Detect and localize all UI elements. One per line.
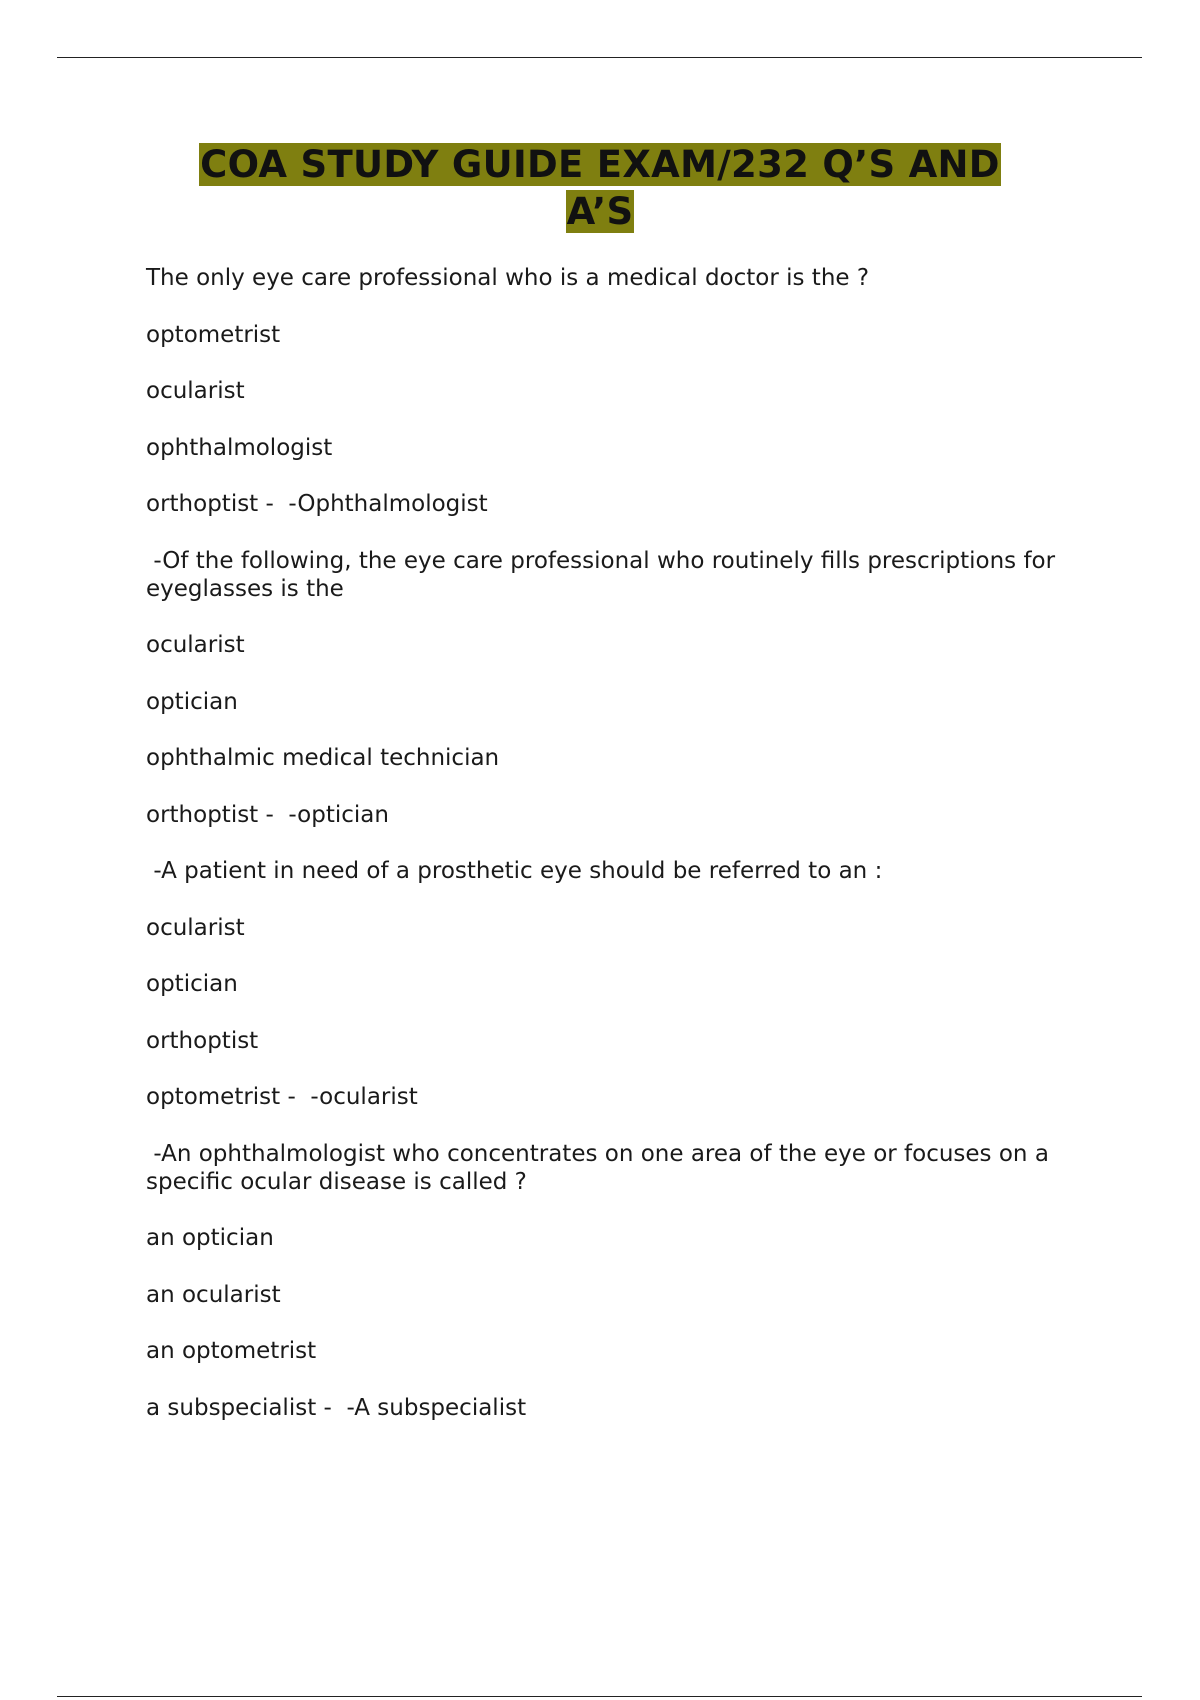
title-highlight: COA STUDY GUIDE EXAM/232 Q’S AND A’S — [200, 143, 1000, 233]
document-body — [146, 264, 1086, 1450]
option-2d-answer: orthoptist - -optician — [146, 801, 389, 828]
question-2: -Of the following, the eye care professional who routinely fills prescriptions for eyeglasses is the — [146, 547, 1063, 602]
option-4d-answer: a subspecialist - -A subspecialist — [146, 1394, 527, 1421]
option-4b: an ocularist — [146, 1281, 281, 1308]
option-3a: ocularist — [146, 914, 245, 941]
question-4: -An ophthalmologist who concentrates on one area of the eye or focuses on a specific ocular disease is called ? — [146, 1140, 1057, 1195]
question-1: The only eye care professional who is a medical doctor is the ? — [146, 265, 870, 291]
title-block — [0, 141, 1200, 235]
option-1c: ophthalmologist — [146, 434, 333, 461]
document-title — [160, 141, 1040, 235]
option-1d-answer: orthoptist - -Ophthalmologist — [146, 491, 488, 517]
bottom-rule — [57, 1696, 1142, 1697]
option-2b: optician — [146, 688, 238, 715]
option-2c: ophthalmic medical technician — [146, 745, 500, 771]
question-3: -A patient in need of a prosthetic eye should be referred to an : — [146, 858, 883, 884]
option-1b: ocularist — [146, 378, 245, 404]
option-2a: ocularist — [146, 632, 245, 658]
top-rule — [57, 57, 1142, 58]
option-4c: an optometrist — [146, 1338, 317, 1364]
option-3b: optician — [146, 971, 238, 997]
option-1a: optometrist — [146, 321, 281, 348]
option-3c: orthoptist — [146, 1027, 259, 1054]
option-3d-answer: optometrist - -ocularist — [146, 1084, 418, 1110]
option-4a: an optician — [146, 1225, 274, 1251]
